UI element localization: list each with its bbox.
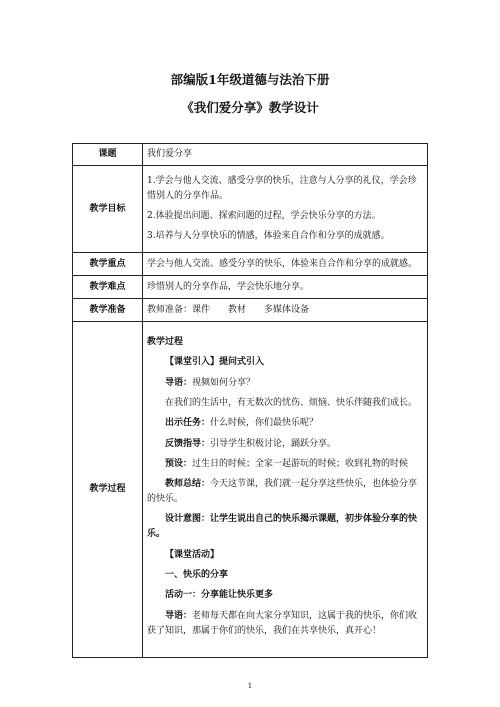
preset-paragraph: 预设：过生日的时候；全家一起游玩的时候；收到礼物的时候	[165, 458, 409, 469]
table-row-topic	[73, 144, 428, 166]
document-title: 部编版1年级道德与法治下册	[170, 72, 330, 87]
table-row-process	[73, 322, 428, 658]
row-label-topic: 课题	[73, 144, 143, 166]
topic-content: 我们爱分享	[143, 144, 428, 166]
lesson-plan-table	[72, 143, 428, 658]
goal-item-3: 3.培养与人分享快乐的情感，体验来自合作和分享的成就感。	[147, 231, 390, 241]
guide2-paragraph: 导语：老师每天都在向大家分享知识，这属于我的快乐，你们收获了知识，那属于你们的快乐，我们在共享快乐，真开心！	[147, 610, 418, 636]
table-row-preparation	[73, 299, 428, 322]
goals-content	[143, 166, 428, 253]
life-paragraph: 在我们的生活中，有无数次的忧伤、烦恼、快乐伴随我们成长。	[165, 397, 418, 408]
task-paragraph: 出示任务：什么时候，你们最快乐呢？	[165, 418, 319, 429]
difficulties-content: 珍惜别人的分享作品，学会快乐地分享。	[143, 276, 428, 299]
goal-item-1: 1.学会与他人交流、感受分享的快乐，注意与人分享的礼仪，学会珍惜别人的分享作品。	[147, 176, 417, 201]
summary-paragraph: 教师总结：今天这节课，我们就一起分享这些快乐，也体验分享的快乐。	[147, 479, 418, 505]
table-row-goals	[73, 166, 428, 253]
preparation-content: 教师准备：课件 教材 多媒体设备	[143, 299, 428, 322]
process-heading: 教学过程	[147, 337, 184, 348]
activity-one-heading: 活动一：分享能让快乐更多	[165, 590, 274, 601]
row-label-preparation: 教学准备	[73, 299, 143, 322]
table-row-difficulties	[73, 276, 428, 299]
guide-paragraph: 导语：视频如何分享？	[165, 377, 256, 388]
row-label-key-points: 教学重点	[73, 253, 143, 276]
page-number: 1	[247, 682, 253, 690]
row-label-difficulties: 教学难点	[73, 276, 143, 299]
process-content	[143, 322, 428, 658]
table-row-key-points	[73, 253, 428, 276]
row-label-goals: 教学目标	[73, 166, 143, 253]
goal-item-2: 2.体验提出问题、探索问题的过程，学会快乐分享的方法。	[147, 211, 381, 221]
activity-title: 【课堂活动】	[165, 549, 220, 560]
document-subtitle: 《我们爱分享》教学设计	[181, 100, 319, 115]
section-one-heading: 一、快乐的分享	[165, 570, 229, 581]
intro-title: 【课堂引入】提问式引入	[165, 357, 265, 368]
key-points-content: 学会与他人交流、感受分享的快乐，体验来自合作和分享的成就感。	[143, 253, 428, 276]
row-label-process: 教学过程	[73, 322, 143, 658]
feedback-paragraph: 反馈指导：引导学生积极讨论，踊跃分享。	[165, 438, 337, 449]
design-intent-paragraph: 设计意图：让学生说出自己的快乐揭示课题，初步体验分享的快乐。	[147, 514, 418, 540]
